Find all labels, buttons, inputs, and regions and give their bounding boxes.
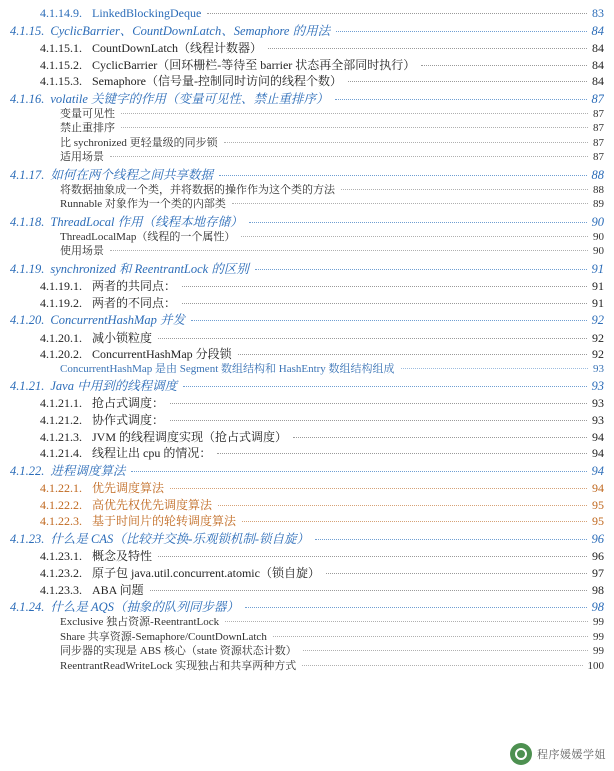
toc-entry-title: CyclicBarrier、CountDownLatch、Semaphore 的用法 <box>50 23 331 38</box>
toc-entry-page: 87 <box>593 136 604 149</box>
toc-leader-dots <box>224 142 588 143</box>
toc-entry[interactable] <box>10 41 604 56</box>
toc-entry-number: 4.1.23.1. <box>40 549 82 564</box>
toc-entry-title: 进程调度算法 <box>50 463 126 478</box>
toc-leader-dots <box>131 471 586 472</box>
toc-entry-page: 91 <box>591 261 604 276</box>
toc-leader-dots <box>225 621 588 622</box>
toc-entry-number: 4.1.16. <box>10 91 45 106</box>
toc-entry-number: 4.1.23. <box>10 532 45 547</box>
toc-entry-title: 适用场景 <box>60 151 104 164</box>
toc-entry[interactable] <box>10 430 604 445</box>
toc-leader-dots <box>158 556 587 557</box>
toc-entry-number: 4.1.20.2. <box>40 347 82 362</box>
toc-entry[interactable] <box>10 262 604 277</box>
toc-entry[interactable] <box>10 24 604 39</box>
toc-entry-page: 87 <box>593 108 604 120</box>
toc-leader-dots <box>191 320 587 321</box>
toc-entry[interactable] <box>10 549 604 564</box>
toc-entry[interactable] <box>10 6 604 21</box>
toc-entry-number: 4.1.20. <box>10 313 45 328</box>
toc-entry-page: 92 <box>591 313 604 328</box>
toc-entry-title: CountDownLatch（线程计数器） <box>92 40 262 55</box>
toc-entry-number: 4.1.19.1. <box>40 279 82 293</box>
toc-leader-dots <box>245 607 587 608</box>
toc-entry-number: 4.1.21.2. <box>40 413 82 428</box>
toc-entry[interactable] <box>10 108 604 121</box>
toc-entry-page: 99 <box>593 616 604 629</box>
toc-entry[interactable] <box>10 184 604 197</box>
toc-leader-dots <box>326 573 587 574</box>
toc-entry[interactable] <box>10 532 604 547</box>
toc-entry-page: 90 <box>591 214 604 229</box>
toc-entry[interactable] <box>10 631 604 644</box>
toc-leader-dots <box>401 368 588 369</box>
toc-entry-page: 89 <box>593 198 604 211</box>
toc-entry-page: 84 <box>592 57 604 72</box>
toc-entry-number: 4.1.22. <box>10 463 45 478</box>
toc-entry-number: 4.1.21.3. <box>40 429 82 444</box>
toc-entry-title: 高优先权优先调度算法 <box>92 497 213 512</box>
toc-entry-title: Share 共享资源-Semaphore/CountDownLatch <box>60 630 267 643</box>
toc-entry-title: 比 sychronized 更轻量级的同步锁 <box>60 136 218 149</box>
toc-leader-dots <box>241 236 588 237</box>
toc-entry-page: 95 <box>592 497 604 512</box>
toc-entry-page: 93 <box>593 362 604 375</box>
toc-entry-title: 概念及特性 <box>92 549 153 564</box>
toc-entry-title: ReentrantReadWriteLock 实现独占和共享两种方式 <box>60 659 297 672</box>
toc-leader-dots <box>348 81 587 82</box>
toc-leader-dots <box>218 505 587 506</box>
toc-entry[interactable] <box>10 600 604 615</box>
toc-entry[interactable] <box>10 413 604 428</box>
toc-entry[interactable] <box>10 363 604 376</box>
toc-leader-dots <box>268 48 587 49</box>
toc-entry-title: 如何在两个线程之间共享数据 <box>50 167 213 182</box>
toc-entry-page: 92 <box>592 347 604 362</box>
toc-entry-number: 4.1.15.1. <box>40 40 82 55</box>
toc-entry[interactable] <box>10 498 604 513</box>
toc-entry[interactable] <box>10 122 604 135</box>
toc-entry-page: 94 <box>592 446 604 461</box>
toc-entry[interactable] <box>10 313 604 328</box>
toc-entry-number: 4.1.19.2. <box>40 295 82 310</box>
toc-entry-number: 4.1.21.1. <box>40 396 82 411</box>
toc-entry-page: 91 <box>592 295 604 310</box>
toc-leader-dots <box>170 488 587 489</box>
toc-entry[interactable] <box>10 137 604 150</box>
toc-entry-title: volatile 关键字的作用（变量可见性、禁止重排序） <box>50 91 329 106</box>
toc-entry-title: ThreadLocalMap（线程的一个属性） <box>60 230 236 243</box>
toc-entry-number: 4.1.15.2. <box>40 57 82 72</box>
toc-leader-dots <box>421 65 587 66</box>
toc-entry-page: 96 <box>592 549 604 564</box>
toc-entry-title: ConcurrentHashMap 并发 <box>50 313 185 328</box>
toc-entry-number: 4.1.22.3. <box>40 514 82 529</box>
toc-entry[interactable] <box>10 245 604 258</box>
toc-entry-title: 原子包 java.util.concurrent.atomic（锁自旋） <box>92 565 320 580</box>
toc-entry-page: 96 <box>591 532 604 547</box>
toc-leader-dots <box>255 269 587 270</box>
toc-entry-title: ConcurrentHashMap 是由 Segment 数组结构和 HashEntry 数组结构组成 <box>60 362 395 375</box>
toc-leader-dots <box>242 521 587 522</box>
toc-entry-title: 变量可见性 <box>60 108 115 120</box>
toc-entry-title: Runnable 对象作为一个类的内部类 <box>60 198 226 211</box>
toc-entry[interactable] <box>10 379 604 394</box>
toc-leader-dots <box>219 175 587 176</box>
toc-entry[interactable] <box>10 583 604 598</box>
toc-entry[interactable] <box>10 74 604 89</box>
toc-entry-page: 84 <box>591 23 604 38</box>
toc-entry[interactable] <box>10 151 604 164</box>
toc-entry[interactable] <box>10 645 604 658</box>
toc-entry-title: 两者的共同点： <box>92 279 177 293</box>
toc-entry-page: 90 <box>593 230 604 243</box>
toc-entry-number: 4.1.22.1. <box>40 481 82 496</box>
toc-leader-dots <box>170 403 587 404</box>
toc-entry[interactable] <box>10 215 604 230</box>
toc-entry-title: 禁止重排序 <box>60 122 115 135</box>
toc-entry-number: 4.1.23.3. <box>40 582 82 597</box>
toc-entry-page: 100 <box>587 659 604 672</box>
toc-leader-dots <box>121 113 588 114</box>
toc-entry-page: 97 <box>592 565 604 580</box>
toc-leader-dots <box>182 286 587 287</box>
toc-entry-page: 93 <box>592 413 604 428</box>
toc-leader-dots <box>170 420 587 421</box>
toc-entry-number: 4.1.21. <box>10 379 45 394</box>
toc-leader-dots <box>273 636 588 637</box>
toc-entry[interactable] <box>10 58 604 73</box>
toc-entry-page: 99 <box>593 630 604 643</box>
toc-entry[interactable] <box>10 347 604 362</box>
toc-entry-title: synchronized 和 ReentrantLock 的区别 <box>50 261 249 276</box>
toc-entry-page: 87 <box>593 122 604 135</box>
toc-leader-dots <box>238 354 587 355</box>
toc-entry-title: ABA 问题 <box>92 582 144 597</box>
toc-leader-dots <box>183 386 586 387</box>
toc-entry-page: 84 <box>592 40 604 55</box>
toc-entry[interactable] <box>10 514 604 529</box>
toc-leader-dots <box>232 203 588 204</box>
toc-entry[interactable] <box>10 446 604 461</box>
toc-entry-page: 84 <box>592 74 604 89</box>
toc-entry-title: 将数据抽象成一个类，并将数据的操作作为这个类的方法 <box>60 183 335 196</box>
toc-entry-title: Exclusive 独占资源-ReentrantLock <box>60 616 220 629</box>
toc-entry-number: 4.1.15.3. <box>40 74 82 89</box>
toc-leader-dots <box>341 189 588 190</box>
toc-entry[interactable] <box>10 660 604 673</box>
brand-logo-icon <box>510 743 532 765</box>
toc-entry[interactable] <box>10 279 604 294</box>
toc-entry-number: 4.1.23.2. <box>40 565 82 580</box>
toc-entry-number: 4.1.14.9. <box>40 6 82 20</box>
toc-entry-page: 93 <box>592 396 604 411</box>
toc-entry-title: 协作式调度： <box>92 413 165 428</box>
toc-entry-page: 88 <box>591 167 604 182</box>
toc-entry-page: 87 <box>591 91 604 106</box>
watermark <box>510 743 606 765</box>
toc-entry-page: 90 <box>593 245 604 258</box>
toc-entry-page: 92 <box>592 330 604 345</box>
toc-leader-dots <box>158 338 587 339</box>
toc-leader-dots <box>110 156 588 157</box>
toc-entry-page: 94 <box>592 429 604 444</box>
watermark-text: 程序媛媛学姐 <box>537 749 606 761</box>
toc-entry-title: 基于时间片的轮转调度算法 <box>92 514 237 529</box>
toc-leader-dots <box>336 31 586 32</box>
toc-entry[interactable] <box>10 331 604 346</box>
toc-entry-page: 99 <box>593 645 604 658</box>
toc-entry-number: 4.1.21.4. <box>40 446 82 461</box>
toc-entry-title: 什么是 AQS（抽象的队列同步器） <box>50 600 239 615</box>
toc-leader-dots <box>293 437 587 438</box>
toc-leader-dots <box>207 13 587 14</box>
toc-entry-title: 什么是 CAS（比较并交换-乐观锁机制-锁自旋） <box>50 532 310 547</box>
toc-entry-title: 减小锁粒度 <box>92 330 153 345</box>
toc-leader-dots <box>110 250 588 251</box>
toc-entry[interactable] <box>10 296 604 311</box>
toc-entry-title: CyclicBarrier（回环栅栏-等待至 barrier 状态再全部同时执行） <box>92 57 416 72</box>
toc-entry-title: 线程让出 cpu 的情况： <box>92 446 212 461</box>
toc-entry-title: LinkedBlockingDeque <box>92 6 202 20</box>
toc-leader-dots <box>150 590 587 591</box>
toc-entry-title: Java 中用到的线程调度 <box>50 379 178 394</box>
toc-entry[interactable] <box>10 481 604 496</box>
toc-entry-number: 4.1.22.2. <box>40 497 82 512</box>
toc-leader-dots <box>121 127 588 128</box>
toc-entry-title: Semaphore（信号量-控制同时访问的线程个数） <box>92 74 342 89</box>
toc-entry[interactable] <box>10 396 604 411</box>
toc-entry-title: JVM 的线程调度实现（抢占式调度） <box>92 429 288 444</box>
toc-entry-title: 优先调度算法 <box>92 481 165 496</box>
toc-entry[interactable] <box>10 231 604 244</box>
toc-entry-page: 95 <box>592 514 604 529</box>
toc-entry-number: 4.1.20.1. <box>40 330 82 345</box>
toc-leader-dots <box>182 303 587 304</box>
toc-entry-page: 91 <box>592 279 604 293</box>
toc-entry-number: 4.1.24. <box>10 600 45 615</box>
toc-entry-page: 98 <box>592 582 604 597</box>
toc-entry-number: 4.1.18. <box>10 214 45 229</box>
toc-entry-title: 同步器的实现是 ABS 核心（state 资源状态计数） <box>60 645 297 658</box>
toc-entry-page: 93 <box>591 379 604 394</box>
toc-leader-dots <box>315 539 586 540</box>
toc-leader-dots <box>217 453 587 454</box>
toc-entry-title: ThreadLocal 作用（线程本地存储） <box>50 214 243 229</box>
toc-entry-number: 4.1.15. <box>10 23 45 38</box>
toc-entry[interactable] <box>10 92 604 107</box>
toc-leader-dots <box>303 650 588 651</box>
toc-entry[interactable] <box>10 168 604 183</box>
toc-entry-page: 94 <box>592 481 604 496</box>
toc-entry[interactable] <box>10 198 604 211</box>
toc-entry[interactable] <box>10 566 604 581</box>
toc-entry-title: 两者的不同点： <box>92 295 177 310</box>
toc-entry-page: 87 <box>593 151 604 164</box>
toc-entry-title: ConcurrentHashMap 分段锁 <box>92 347 232 362</box>
toc-entry-number: 4.1.17. <box>10 167 45 182</box>
toc-entry[interactable] <box>10 464 604 479</box>
toc-entry-number: 4.1.19. <box>10 261 45 276</box>
toc-entry-title: 使用场景 <box>60 245 104 258</box>
toc-entry-page: 83 <box>592 6 604 20</box>
toc-entry-page: 94 <box>591 463 604 478</box>
toc-leader-dots <box>335 99 587 100</box>
toc-leader-dots <box>302 665 582 666</box>
toc-entry-title: 抢占式调度： <box>92 396 165 411</box>
toc-entry-page: 98 <box>591 600 604 615</box>
toc-entry[interactable] <box>10 616 604 629</box>
toc-entry-page: 88 <box>593 183 604 196</box>
toc-leader-dots <box>249 222 587 223</box>
